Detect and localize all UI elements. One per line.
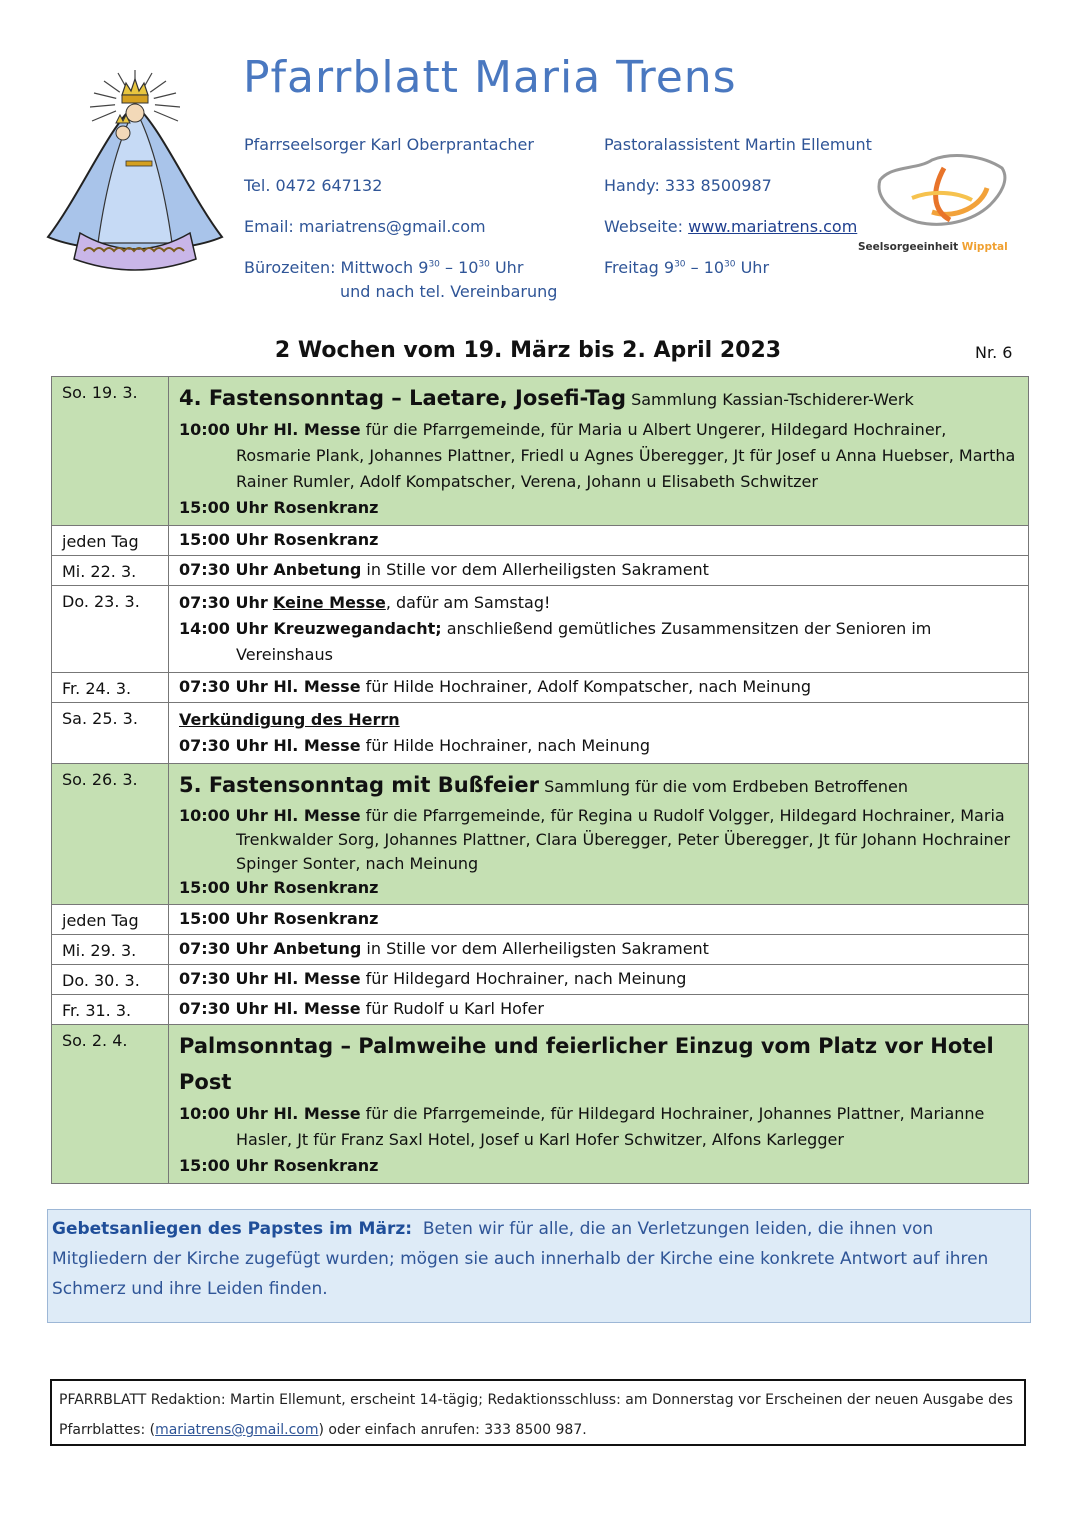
table-row bbox=[52, 703, 1029, 764]
feast-title: Verkündigung des Herrn bbox=[179, 710, 400, 729]
event-time: 15:00 Uhr Rosenkranz bbox=[179, 878, 379, 897]
event-cell bbox=[169, 377, 1029, 526]
event-time: 15:00 Uhr Rosenkranz bbox=[179, 498, 379, 517]
event-time: 10:00 Uhr Hl. Messe bbox=[179, 420, 361, 439]
event-cell bbox=[169, 703, 1029, 764]
event-text: für die Pfarrgemeinde, für Maria u Albert Ungerer, Hildegard Hochrainer, Rosmarie Plank, Johannes Plattner, Friedl u Agnes Überegger, Jt für Josef u Anna Huebser, Martha Rainer Rumler, Adolf Kompatscher, Verena, Johann u Elisabeth Schwitzer bbox=[236, 420, 1016, 491]
event-text: für Hildegard Hochrainer, nach Meinung bbox=[365, 969, 687, 988]
table-row bbox=[52, 764, 1029, 905]
event-time: 07:30 Uhr Anbetung bbox=[179, 560, 362, 579]
day-cell: Fr. 24. 3. bbox=[52, 673, 169, 703]
event-cancel: Keine Messe bbox=[272, 593, 386, 612]
event-note: Sammlung für die vom Erdbeben Betroffenen bbox=[544, 777, 908, 796]
event-time: 07:30 Uhr Hl. Messe bbox=[179, 677, 361, 696]
day-cell: Sa. 25. 3. bbox=[52, 703, 169, 764]
table-row bbox=[52, 556, 1029, 586]
day-cell: Do. 23. 3. bbox=[52, 586, 169, 673]
event-time: 07:30 Uhr Hl. Messe bbox=[179, 969, 361, 988]
event-cell bbox=[169, 526, 1029, 556]
day-cell: So. 19. 3. bbox=[52, 377, 169, 526]
website-link[interactable]: www.mariatrens.com bbox=[688, 217, 858, 236]
day-cell: jeden Tag bbox=[52, 905, 169, 935]
event-time: 07:30 Uhr Hl. Messe bbox=[179, 999, 361, 1018]
event-time: 10:00 Uhr Hl. Messe bbox=[179, 806, 361, 825]
event-time: 07:30 Uhr bbox=[179, 593, 268, 612]
day-cell: So. 2. 4. bbox=[52, 1025, 169, 1184]
event-text: für Hilde Hochrainer, Adolf Kompatscher, nach Meinung bbox=[365, 677, 811, 696]
event-text: für die Pfarrgemeinde, für Hildegard Hochrainer, Johannes Plattner, Marianne Hasler, Jt für Franz Saxl Hotel, Josef u Karl Hofer Schwitzer, Alfons Karlegger bbox=[236, 1104, 985, 1149]
table-row bbox=[52, 995, 1029, 1025]
day-cell: Mi. 29. 3. bbox=[52, 935, 169, 965]
event-title: Palmsonntag – Palmweihe und feierlicher Einzug vom Platz vor Hotel Post bbox=[179, 1034, 994, 1094]
event-cell bbox=[169, 1025, 1029, 1184]
assistant-phone: Handy: 333 8500987 bbox=[604, 176, 772, 195]
day-cell: Fr. 31. 3. bbox=[52, 995, 169, 1025]
event-time: 10:00 Uhr Hl. Messe bbox=[179, 1104, 361, 1123]
event-text: in Stille vor dem Allerheiligsten Sakrament bbox=[366, 939, 709, 958]
table-row bbox=[52, 905, 1029, 935]
table-row bbox=[52, 377, 1029, 526]
event-text: für Hilde Hochrainer, nach Meinung bbox=[365, 736, 651, 755]
day-cell: So. 26. 3. bbox=[52, 764, 169, 905]
event-cell bbox=[169, 935, 1029, 965]
table-row bbox=[52, 526, 1029, 556]
event-time: 07:30 Uhr Anbetung bbox=[179, 939, 362, 958]
date-range-heading: 2 Wochen vom 19. März bis 2. April 2023 bbox=[274, 338, 782, 363]
event-time: 15:00 Uhr Rosenkranz bbox=[179, 909, 379, 928]
event-cell bbox=[169, 556, 1029, 586]
footer-text-end: ) oder einfach anrufen: 333 8500 987. bbox=[318, 1422, 587, 1438]
office-hours-wednesday: Bürozeiten: Mittwoch $9^{30} - 10^{30}$ Uhr bbox=[244, 258, 524, 277]
schedule-table bbox=[51, 376, 1029, 1184]
event-text: für die Pfarrgemeinde, für Regina u Rudolf Volgger, Hildegard Hochrainer, Maria Trenkwalder Sorg, Johannes Plattner, Clara Überegger, Peter Überegger, Jt für Johann Hochrainer Spinger Sonter, nach Meinung bbox=[236, 806, 1011, 873]
event-text: in Stille vor dem Allerheiligsten Sakrament bbox=[366, 560, 709, 579]
seelsorgeeinheit-logo bbox=[872, 150, 1012, 235]
office-hours-friday: Freitag $9^{30} - 10^{30}$ Uhr bbox=[604, 258, 770, 277]
table-row bbox=[52, 586, 1029, 673]
event-cell bbox=[169, 673, 1029, 703]
prayer-text: Beten wir für alle, die an Verletzungen leiden, die ihnen von Mitgliedern der Kirche zugefügt wurden; mögen sie auch innerhalb der Kirche eine konkrete Antwort auf ihren Schmerz und ihre Leiden finden. bbox=[52, 1219, 989, 1299]
prayer-label: Gebetsanliegen des Papstes im März: bbox=[52, 1219, 413, 1239]
seelsorgeeinheit-label: Seelsorgeeinheit Wipptal bbox=[858, 241, 1008, 253]
day-cell: jeden Tag bbox=[52, 526, 169, 556]
table-row bbox=[52, 965, 1029, 995]
day-cell: Do. 30. 3. bbox=[52, 965, 169, 995]
issue-number: Nr. 6 bbox=[975, 343, 1013, 362]
event-title: 5. Fastensonntag mit Bußfeier bbox=[179, 773, 539, 797]
madonna-illustration bbox=[40, 65, 230, 280]
event-time: 15:00 Uhr Rosenkranz bbox=[179, 530, 379, 549]
event-text: für Rudolf u Karl Hofer bbox=[365, 999, 544, 1018]
table-row bbox=[52, 1025, 1029, 1184]
priest-phone: Tel. 0472 647132 bbox=[244, 176, 383, 195]
event-time: 14:00 Uhr Kreuzwegandacht; bbox=[179, 619, 442, 638]
table-row bbox=[52, 673, 1029, 703]
event-note: Sammlung Kassian-Tschiderer-Werk bbox=[631, 390, 914, 409]
pope-prayer-intention bbox=[47, 1209, 1031, 1323]
event-title: 4. Fastensonntag – Laetare, Josefi-Tag bbox=[179, 386, 626, 410]
office-hours-note: und nach tel. Vereinbarung bbox=[340, 282, 558, 301]
priest-name: Pfarrseelsorger Karl Oberprantacher bbox=[244, 135, 534, 154]
event-cell bbox=[169, 995, 1029, 1025]
event-time: 07:30 Uhr Hl. Messe bbox=[179, 736, 361, 755]
day-cell: Mi. 22. 3. bbox=[52, 556, 169, 586]
website: Webseite: www.mariatrens.com bbox=[604, 217, 858, 236]
footer-text: PFARRBLATT Redaktion: Martin Ellemunt, erscheint 14-tägig; Redaktionsschluss: am Donnerstag vor Erscheinen der neuen Ausgabe des Pfarrblattes: ( bbox=[59, 1392, 1013, 1438]
newsletter-title: Pfarrblatt Maria Trens bbox=[243, 52, 737, 103]
event-cell bbox=[169, 764, 1029, 905]
event-cell bbox=[169, 905, 1029, 935]
contact-email: Email: mariatrens@gmail.com bbox=[244, 217, 486, 236]
editorial-footer bbox=[50, 1379, 1026, 1446]
event-time: 15:00 Uhr Rosenkranz bbox=[179, 1156, 379, 1175]
event-cell bbox=[169, 586, 1029, 673]
event-text: anschließend gemütliches Zusammensitzen der Senioren im Vereinshaus bbox=[236, 619, 932, 664]
event-text: , dafür am Samstag! bbox=[385, 593, 551, 612]
assistant-name: Pastoralassistent Martin Ellemunt bbox=[604, 135, 872, 154]
table-row bbox=[52, 935, 1029, 965]
event-cell bbox=[169, 965, 1029, 995]
footer-email-link[interactable]: mariatrens@gmail.com bbox=[155, 1422, 319, 1438]
